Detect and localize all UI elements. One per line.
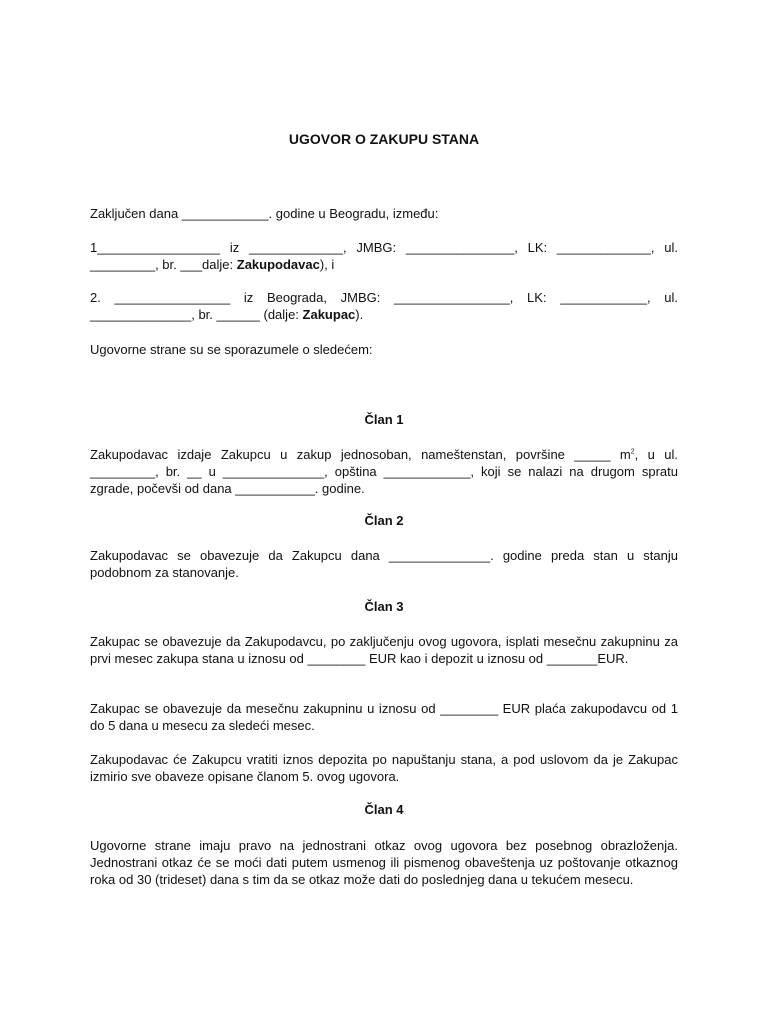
clan-2-heading: Član 2 [364, 513, 404, 528]
party-2-text-a: 2. ________________ iz Beograda, JMBG: ________________, LK: ____________, ul. ______________, br. ______ (dalje: [90, 290, 678, 322]
party-1-role: Zakupodavac [236, 257, 320, 272]
document-title: UGOVOR O ZAKUPU STANA [288, 131, 480, 147]
agreement-line: Ugovorne strane su se sporazumele o sledećem: [90, 342, 373, 357]
party-2-text-b: ). [355, 307, 364, 322]
party-1-text-b: ), i [319, 257, 335, 272]
clan-4-paragraph: Ugovorne strane imaju pravo na jednostrani otkaz ovog ugovora bez posebnog obrazloženja. Jednostrani otkaz će se moći dati putem usmenog ili pismenog obaveštenja uz poštovanje otkaznog roka od 30 (trideset) dana s tim da se otkaz može dati do poslednjeg dana u tekućem mesecu. [90, 838, 678, 887]
clan-2-paragraph: Zakupodavac se obavezuje da Zakupcu dana ______________. godine preda stan u stanju podobnom za stanovanje. [90, 548, 678, 580]
intro-line: Zaključen dana ____________. godine u Beogradu, između: [90, 206, 439, 221]
clan-1-text-a: Zakupodavac izdaje Zakupcu u zakup jednosoban, nameštenstan, površine _____ m [90, 447, 631, 462]
clan-1-text-b: , u ul. _________, br. __ u ______________, opština ____________, koji se nalazi na drugom spratu zgrade, počevši od dana ___________. godine. [90, 447, 678, 496]
clan-3-paragraph-3: Zakupodavac će Zakupcu vratiti iznos depozita po napuštanju stana, a pod uslovom da je Zakupac izmirio sve obaveze opisane članom 5. ovog ugovora. [90, 752, 678, 784]
party-2-paragraph [90, 289, 678, 323]
clan-1-paragraph [90, 446, 678, 497]
clan-1-heading: Član 1 [364, 412, 404, 427]
clan-3-paragraph-2: Zakupac se obavezuje da mesečnu zakupninu u iznosu od ________ EUR plaća zakupodavcu od 1 do 5 dana u mesecu za sledeći mesec. [90, 701, 678, 733]
party-1-paragraph [90, 239, 678, 273]
clan-3-paragraph-1: Zakupac se obavezuje da Zakupodavcu, po zaključenju ovog ugovora, isplati mesečnu zakupninu za prvi mesec zakupa stana u iznosu od ________ EUR kao i depozit u iznosu od _______EUR. [90, 634, 678, 666]
clan-4-heading: Član 4 [364, 802, 404, 817]
clan-1-superscript: 2 [630, 448, 635, 456]
clan-3-heading: Član 3 [364, 599, 404, 614]
party-1-text-a: 1_________________ iz _____________, JMBG: _______________, LK: _____________, ul. _________, br. ___dalje: [90, 240, 678, 272]
party-2-role: Zakupac [302, 307, 356, 322]
